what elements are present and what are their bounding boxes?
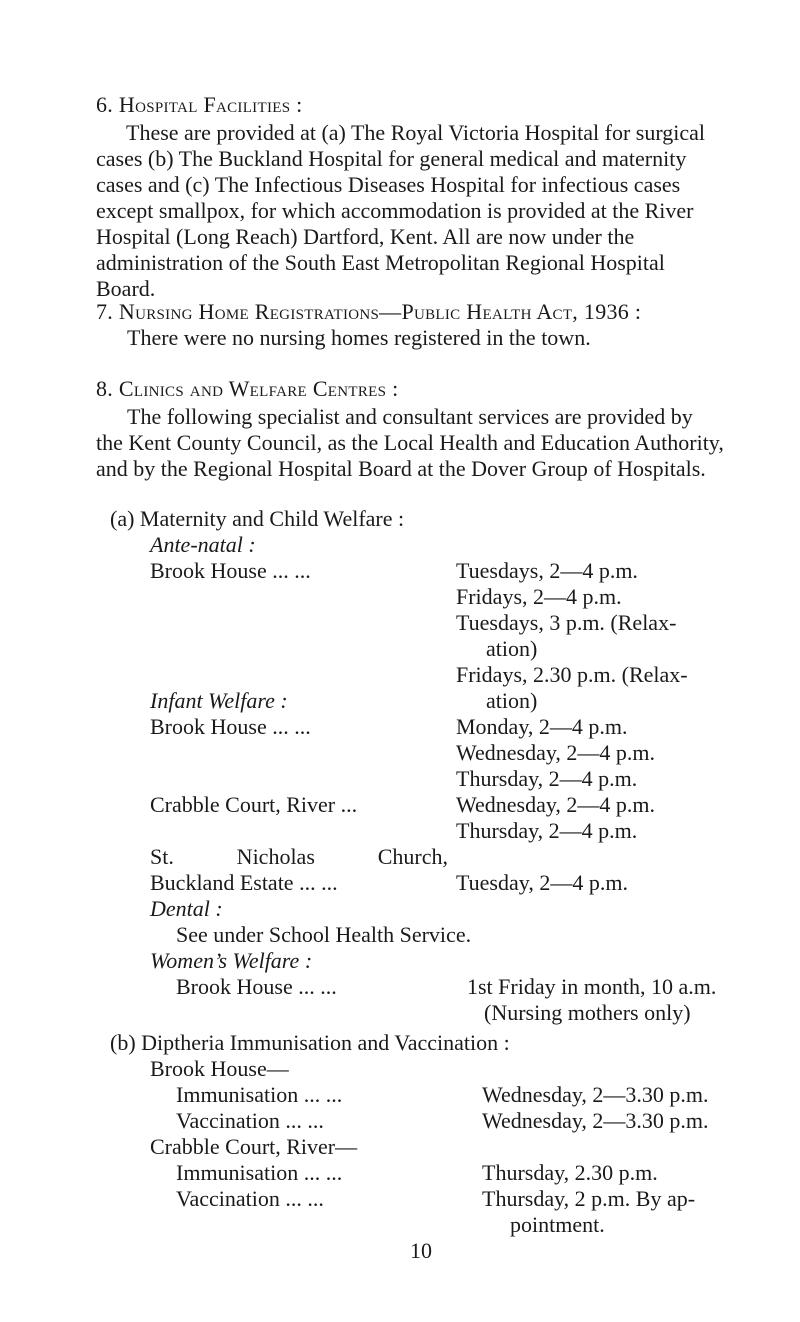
- time-line: Thursday, 2—4 p.m.: [456, 818, 638, 843]
- st-nicholas-church: [150, 844, 448, 896]
- section-7-heading: 7. Nursing Home Registrations—Public Health Act, 1936 :: [96, 299, 642, 324]
- brook-house-infant: Brook House ... ...: [150, 714, 311, 739]
- antenatal-times: [456, 558, 688, 714]
- crabble-b-time-2: [482, 1186, 695, 1238]
- crabble-times: [456, 792, 655, 844]
- s8-line: the Kent County Council, as the Local Health and Education Authority,: [96, 430, 724, 455]
- vaccination-label: Vaccination ... ...: [176, 1186, 324, 1211]
- s8-line: and by the Regional Hospital Board at the Dover Group of Hospitals.: [96, 456, 706, 481]
- section-7-body: There were no nursing homes registered in the town.: [127, 325, 591, 350]
- dental-note: See under School Health Service.: [176, 922, 472, 947]
- infant-welfare-label: Infant Welfare :: [150, 688, 288, 713]
- s6-line: administration of the South East Metropolitan Regional Hospital: [96, 250, 665, 275]
- antenatal-label: Ante-natal :: [150, 532, 256, 557]
- time-line: Thursday, 2—4 p.m.: [456, 766, 638, 791]
- time-line: (Nursing mothers only): [484, 1000, 691, 1025]
- infant-times: [456, 714, 655, 792]
- womens-times: [467, 974, 716, 1026]
- vaccination-label: Vaccination ... ...: [176, 1108, 324, 1133]
- brook-b-time-1: Wednesday, 2—3.30 p.m.: [482, 1082, 709, 1107]
- crabble-court-infant: Crabble Court, River ...: [150, 792, 358, 817]
- brook-house-womens: Brook House ... ...: [176, 974, 337, 999]
- section-6-body: [96, 120, 740, 302]
- time-line: Monday, 2—4 p.m.: [456, 714, 628, 739]
- time-line: Tuesdays, 3 p.m. (Relax-: [456, 610, 677, 635]
- time-line: Wednesday, 2—4 p.m.: [456, 792, 656, 817]
- subsection-a-heading: (a) Maternity and Child Welfare :: [110, 506, 405, 531]
- time-line: 1st Friday in month, 10 a.m.: [467, 974, 717, 999]
- s6-line: cases and (c) The Infectious Diseases Hospital for infectious cases: [96, 172, 681, 197]
- brook-b-time-2: Wednesday, 2—3.30 p.m.: [482, 1108, 709, 1133]
- womens-welfare-label: Women’s Welfare :: [150, 948, 313, 973]
- s6-line: except smallpox, for which accommodation is provided at the River: [96, 198, 694, 223]
- st-nicholas-line: Buckland Estate ... ...: [150, 870, 338, 895]
- crabble-court-b: Crabble Court, River—: [150, 1134, 358, 1159]
- brook-house-antenatal: Brook House ... ...: [150, 558, 311, 583]
- section-6-heading: 6. Hospital Facilities :: [96, 92, 303, 117]
- immunisation-label: Immunisation ... ...: [176, 1082, 343, 1107]
- s6-line: Hospital (Long Reach) Dartford, Kent. All are now under the: [96, 224, 635, 249]
- brook-house-b: Brook House—: [150, 1056, 289, 1081]
- section-8-heading: 8. Clinics and Welfare Centres :: [96, 376, 399, 401]
- s6-line: These are provided at (a) The Royal Victoria Hospital for surgical: [126, 120, 706, 145]
- subsection-b-heading: (b) Diptheria Immunisation and Vaccination :: [110, 1030, 510, 1055]
- time-line: ation): [486, 688, 538, 713]
- immunisation-label: Immunisation ... ...: [176, 1160, 343, 1185]
- time-line: Fridays, 2—4 p.m.: [456, 584, 622, 609]
- s6-line: cases (b) The Buckland Hospital for general medical and maternity: [96, 146, 687, 171]
- st-nicholas-time: Tuesday, 2—4 p.m.: [456, 870, 628, 895]
- time-line: Tuesdays, 2—4 p.m.: [456, 558, 638, 583]
- dental-label: Dental :: [150, 896, 223, 921]
- s8-line: The following specialist and consultant services are provided by: [127, 404, 693, 429]
- time-line: Wednesday, 2—4 p.m.: [456, 740, 656, 765]
- s6-line: Board.: [96, 276, 156, 301]
- time-line: pointment.: [510, 1212, 605, 1237]
- st-nicholas-line: St. Nicholas Church,: [150, 844, 448, 869]
- time-line: ation): [486, 636, 538, 661]
- page-number: 10: [410, 1238, 432, 1263]
- crabble-b-time-1: Thursday, 2.30 p.m.: [482, 1160, 658, 1185]
- time-line: Fridays, 2.30 p.m. (Relax-: [456, 662, 688, 687]
- time-line: Thursday, 2 p.m. By ap-: [482, 1186, 696, 1211]
